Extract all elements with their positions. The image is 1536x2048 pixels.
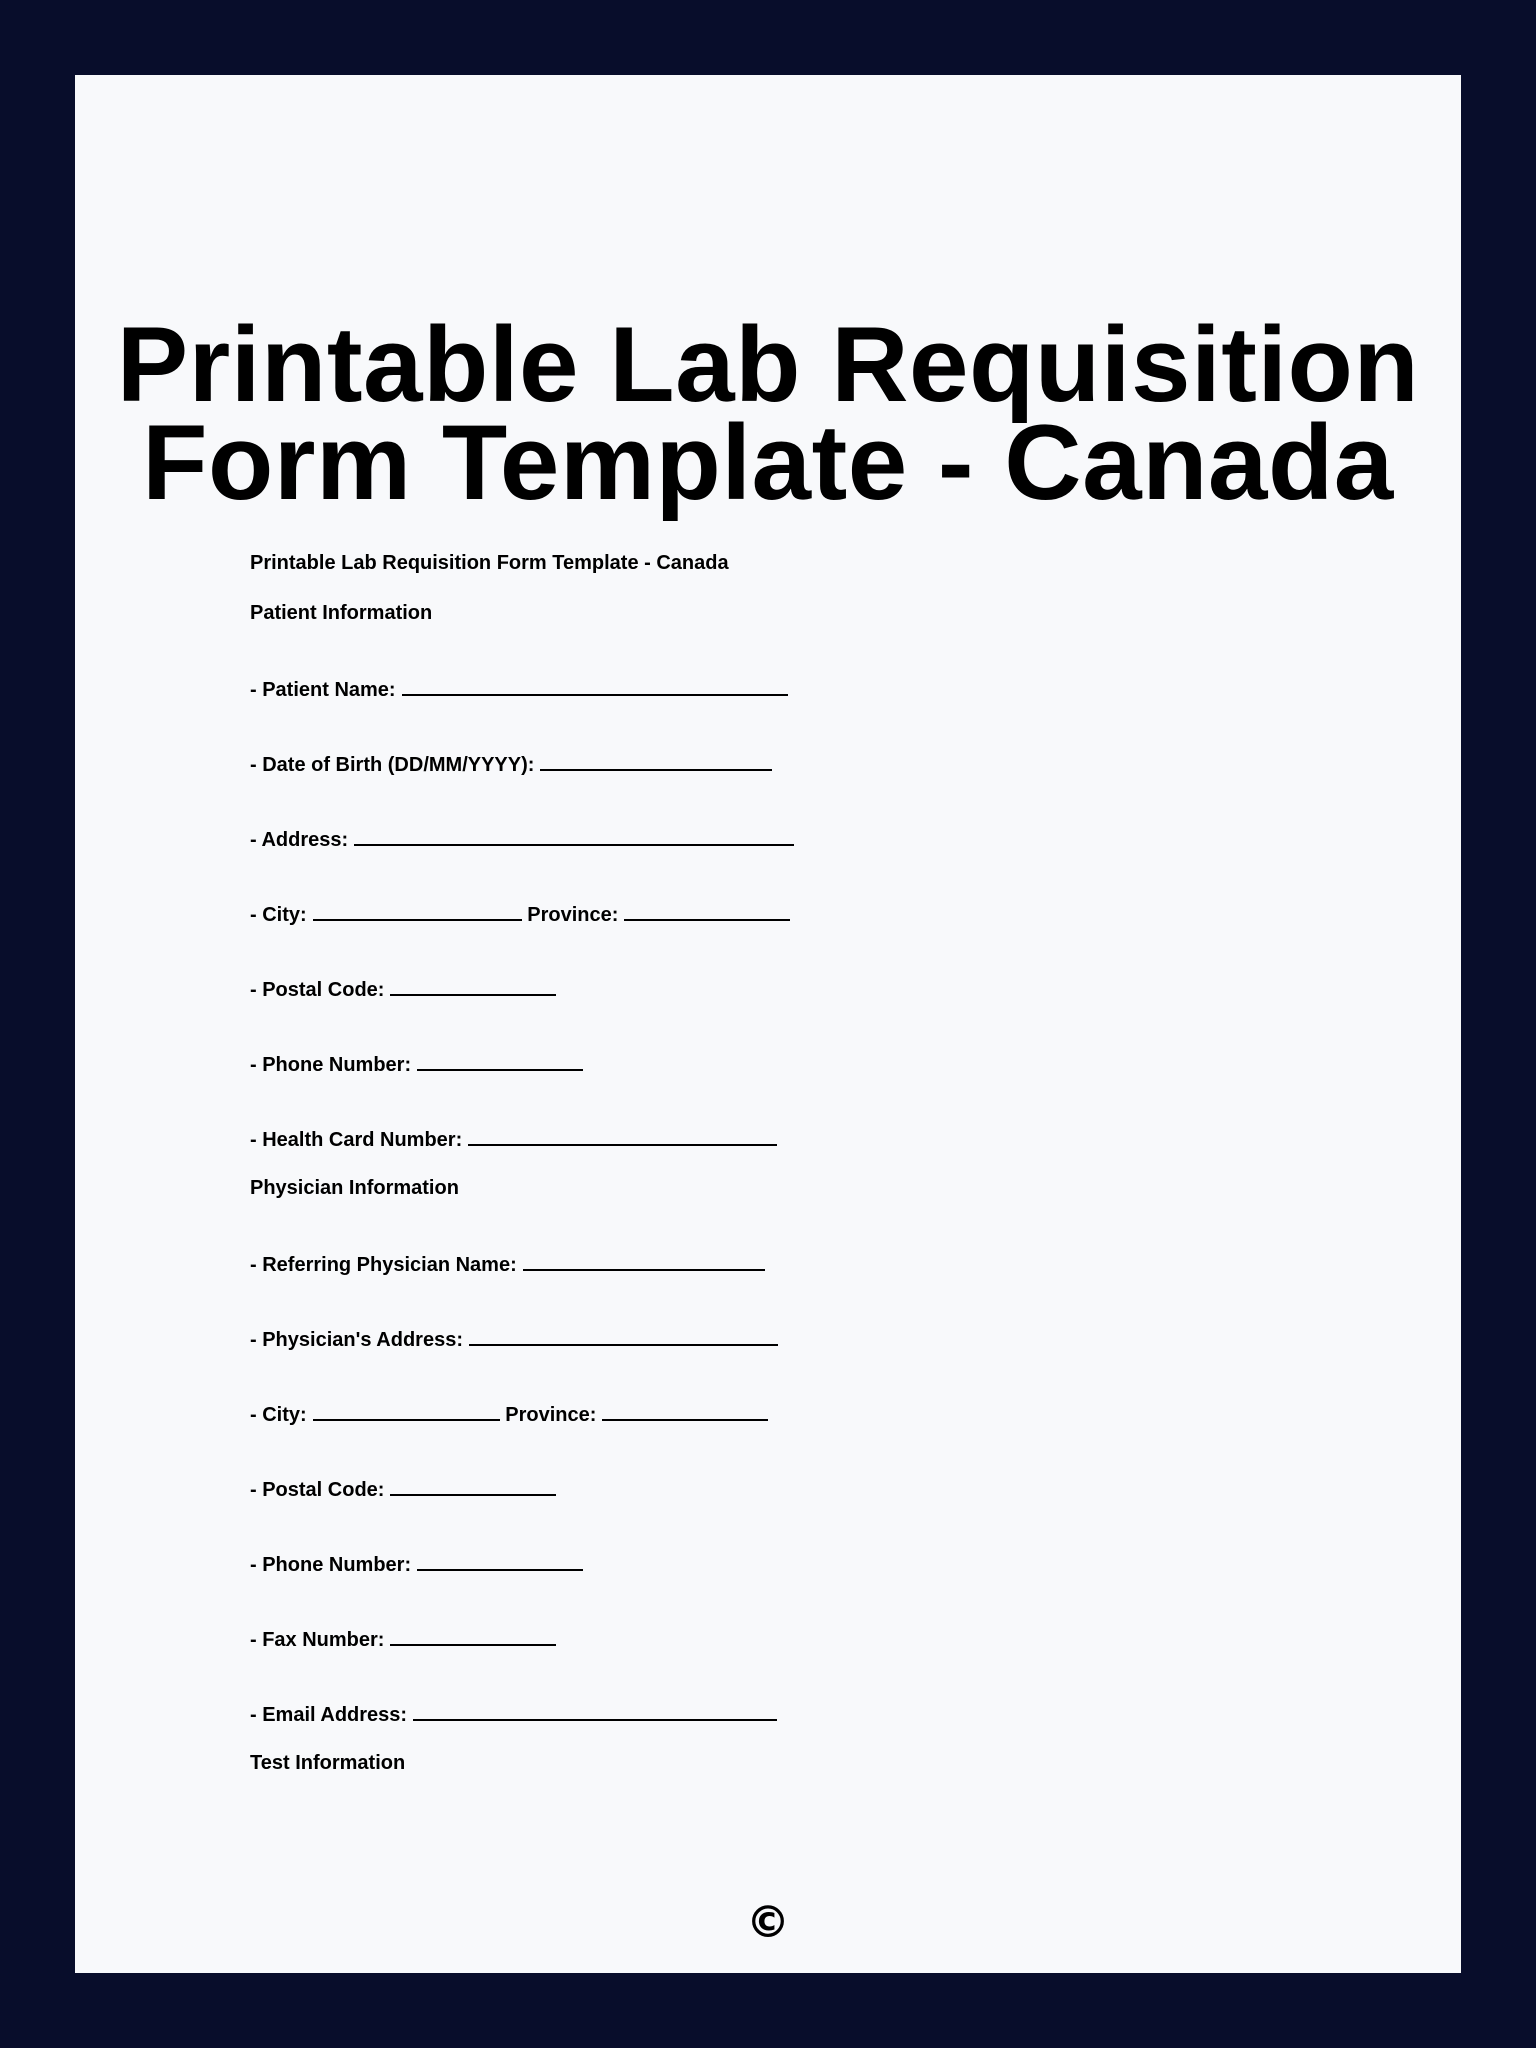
field-physician-address — [250, 1326, 778, 1352]
label-fax-number: - Fax Number: — [250, 1629, 385, 1651]
page-title — [75, 304, 1461, 522]
field-fax-number — [250, 1626, 556, 1652]
field-address — [250, 826, 794, 852]
section-patient-information: Patient Information — [250, 602, 433, 624]
field-physician-postal-code — [250, 1476, 556, 1502]
label-phone-number: - Phone Number: — [250, 1054, 412, 1076]
label-health-card-number: - Health Card Number: — [250, 1129, 463, 1151]
field-health-card-number — [250, 1126, 777, 1152]
field-city-province — [250, 901, 790, 927]
field-phone-number — [250, 1051, 583, 1077]
form-heading: Printable Lab Requisition Form Template - Canada — [250, 552, 729, 574]
document-page — [75, 75, 1461, 1973]
label-physician-postal-code: - Postal Code: — [250, 1479, 385, 1501]
blank-physician-address[interactable] — [469, 1326, 778, 1346]
label-patient-name: - Patient Name: — [250, 679, 396, 701]
label-referring-physician: - Referring Physician Name: — [250, 1254, 517, 1276]
blank-postal-code[interactable] — [390, 976, 556, 996]
field-date-of-birth — [250, 751, 772, 777]
label-city: - City: — [250, 904, 307, 926]
blank-patient-name[interactable] — [402, 676, 788, 696]
blank-address[interactable] — [354, 826, 794, 846]
field-referring-physician — [250, 1251, 765, 1277]
blank-referring-physician[interactable] — [523, 1251, 765, 1271]
label-physician-city: - City: — [250, 1404, 307, 1426]
section-test-information: Test Information — [250, 1752, 406, 1774]
label-date-of-birth: - Date of Birth (DD/MM/YYYY): — [250, 754, 535, 776]
blank-province[interactable] — [624, 901, 790, 921]
field-postal-code — [250, 976, 556, 1002]
label-email-address: - Email Address: — [250, 1704, 408, 1726]
blank-physician-phone-number[interactable] — [417, 1551, 583, 1571]
label-province: Province: — [527, 904, 619, 926]
label-physician-province: Province: — [505, 1404, 597, 1426]
title-line-2: Form Template - Canada — [142, 402, 1394, 522]
label-physician-address: - Physician's Address: — [250, 1329, 463, 1351]
label-postal-code: - Postal Code: — [250, 979, 385, 1001]
label-physician-phone-number: - Phone Number: — [250, 1554, 412, 1576]
label-address: - Address: — [250, 829, 349, 851]
field-physician-phone-number — [250, 1551, 583, 1577]
blank-email-address[interactable] — [413, 1701, 777, 1721]
copyright-icon: © — [746, 1897, 790, 1948]
blank-phone-number[interactable] — [417, 1051, 583, 1071]
section-physician-information: Physician Information — [250, 1177, 459, 1199]
blank-physician-city[interactable] — [313, 1401, 500, 1421]
blank-fax-number[interactable] — [390, 1626, 556, 1646]
blank-city[interactable] — [313, 901, 522, 921]
blank-health-card-number[interactable] — [468, 1126, 777, 1146]
field-email-address — [250, 1701, 777, 1727]
blank-physician-province[interactable] — [602, 1401, 768, 1421]
field-physician-city-province — [250, 1401, 768, 1427]
blank-physician-postal-code[interactable] — [390, 1476, 556, 1496]
title-line-1: Printable Lab Requisition — [116, 304, 1420, 424]
field-patient-name — [250, 676, 788, 702]
blank-date-of-birth[interactable] — [540, 751, 772, 771]
